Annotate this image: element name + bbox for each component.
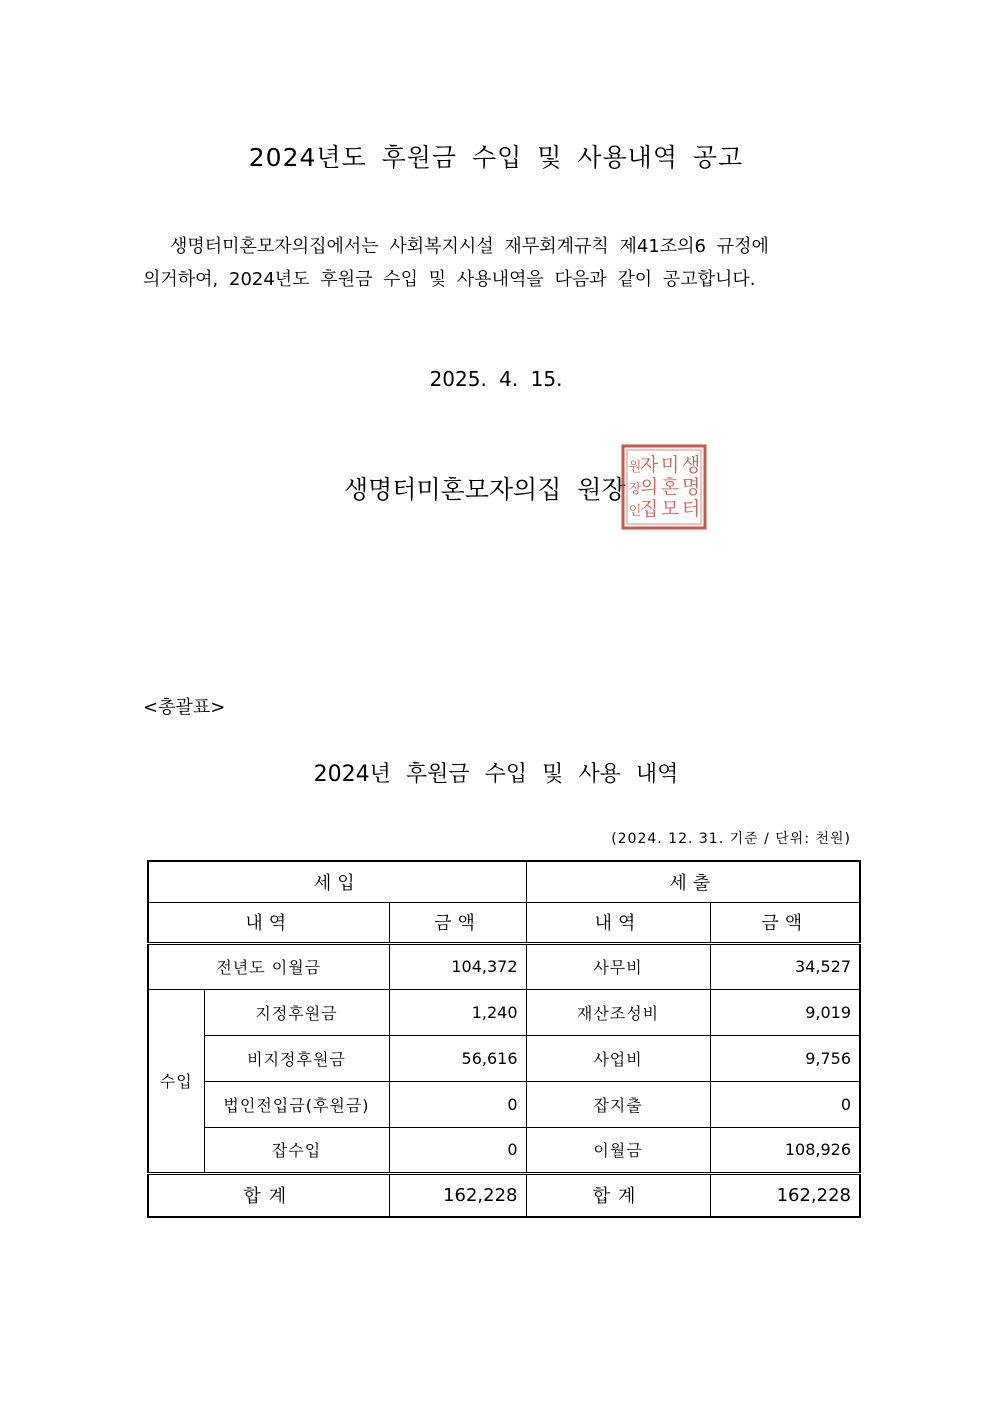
intro-paragraph-line-2: 의거하여, 2024년도 후원금 수입 및 사용내역을 다음과 같이 공고합니다. — [143, 269, 756, 290]
table-row — [148, 943, 860, 989]
expense-amount: 9,019 — [710, 989, 860, 1035]
table-subheader-row — [148, 902, 860, 943]
svg-text:생: 생 — [681, 454, 701, 476]
summary-label: <총괄표> — [143, 697, 226, 718]
notice-date: 2025. 4. 15. — [429, 367, 563, 391]
expense-total-label: 합계 — [526, 1173, 710, 1217]
income-amount: 0 — [389, 1127, 526, 1173]
svg-text:인: 인 — [628, 504, 642, 519]
basis-note: (2024. 12. 31. 기준 / 단위: 천원) — [611, 831, 851, 847]
expense-item: 재산조성비 — [526, 989, 710, 1035]
expense-amount: 0 — [710, 1081, 860, 1127]
svg-text:명: 명 — [681, 476, 701, 498]
svg-text:의: 의 — [639, 476, 659, 498]
svg-text:장: 장 — [628, 482, 642, 497]
table-row — [148, 1081, 860, 1127]
table-row — [148, 1035, 860, 1081]
income-total-label: 합계 — [148, 1173, 389, 1217]
income-item: 법인전입금(후원금) — [204, 1081, 389, 1127]
carryover-amount: 104,372 — [389, 943, 526, 989]
carryover-label: 전년도 이월금 — [148, 943, 389, 989]
expense-item: 이월금 — [526, 1127, 710, 1173]
official-seal-stamp — [621, 444, 707, 530]
income-header: 세입 — [148, 861, 526, 902]
expense-amount: 9,756 — [710, 1035, 860, 1081]
svg-text:원: 원 — [628, 460, 642, 475]
income-item: 비지정후원금 — [204, 1035, 389, 1081]
income-item: 잡수입 — [204, 1127, 389, 1173]
svg-text:터: 터 — [681, 498, 701, 520]
income-amount: 56,616 — [389, 1035, 526, 1081]
svg-text:자: 자 — [639, 454, 659, 476]
income-item-header: 내역 — [148, 902, 389, 943]
expense-amount-header: 금액 — [710, 902, 860, 943]
expense-item: 잡지출 — [526, 1081, 710, 1127]
expense-amount: 108,926 — [710, 1127, 860, 1173]
expense-item-header: 내역 — [526, 902, 710, 943]
income-amount: 0 — [389, 1081, 526, 1127]
page-title: 2024년도 후원금 수입 및 사용내역 공고 — [248, 143, 744, 172]
table-row — [148, 1127, 860, 1173]
income-expense-table — [147, 860, 861, 1218]
total-row — [148, 1173, 860, 1217]
expense-item: 사업비 — [526, 1035, 710, 1081]
svg-text:미: 미 — [660, 454, 680, 476]
income-item: 지정후원금 — [204, 989, 389, 1035]
table-header-row — [148, 861, 860, 902]
signature-line: 생명터미혼모자의집 원장 — [344, 475, 626, 504]
income-amount: 1,240 — [389, 989, 526, 1035]
expense-header: 세출 — [526, 861, 860, 902]
expense-item: 사무비 — [526, 943, 710, 989]
svg-text:혼: 혼 — [660, 476, 680, 498]
table-title: 2024년 후원금 수입 및 사용 내역 — [313, 762, 679, 787]
svg-text:모: 모 — [660, 498, 680, 520]
expense-total-amount: 162,228 — [710, 1173, 860, 1217]
expense-amount: 34,527 — [710, 943, 860, 989]
table-row — [148, 989, 860, 1035]
income-amount-header: 금액 — [389, 902, 526, 943]
svg-text:집: 집 — [639, 498, 659, 520]
income-total-amount: 162,228 — [389, 1173, 526, 1217]
intro-paragraph-line-1: 생명터미혼모자의집에서는 사회복지시설 재무회계규칙 제41조의6 규정에 — [170, 236, 769, 257]
income-group-label: 수입 — [148, 989, 204, 1173]
